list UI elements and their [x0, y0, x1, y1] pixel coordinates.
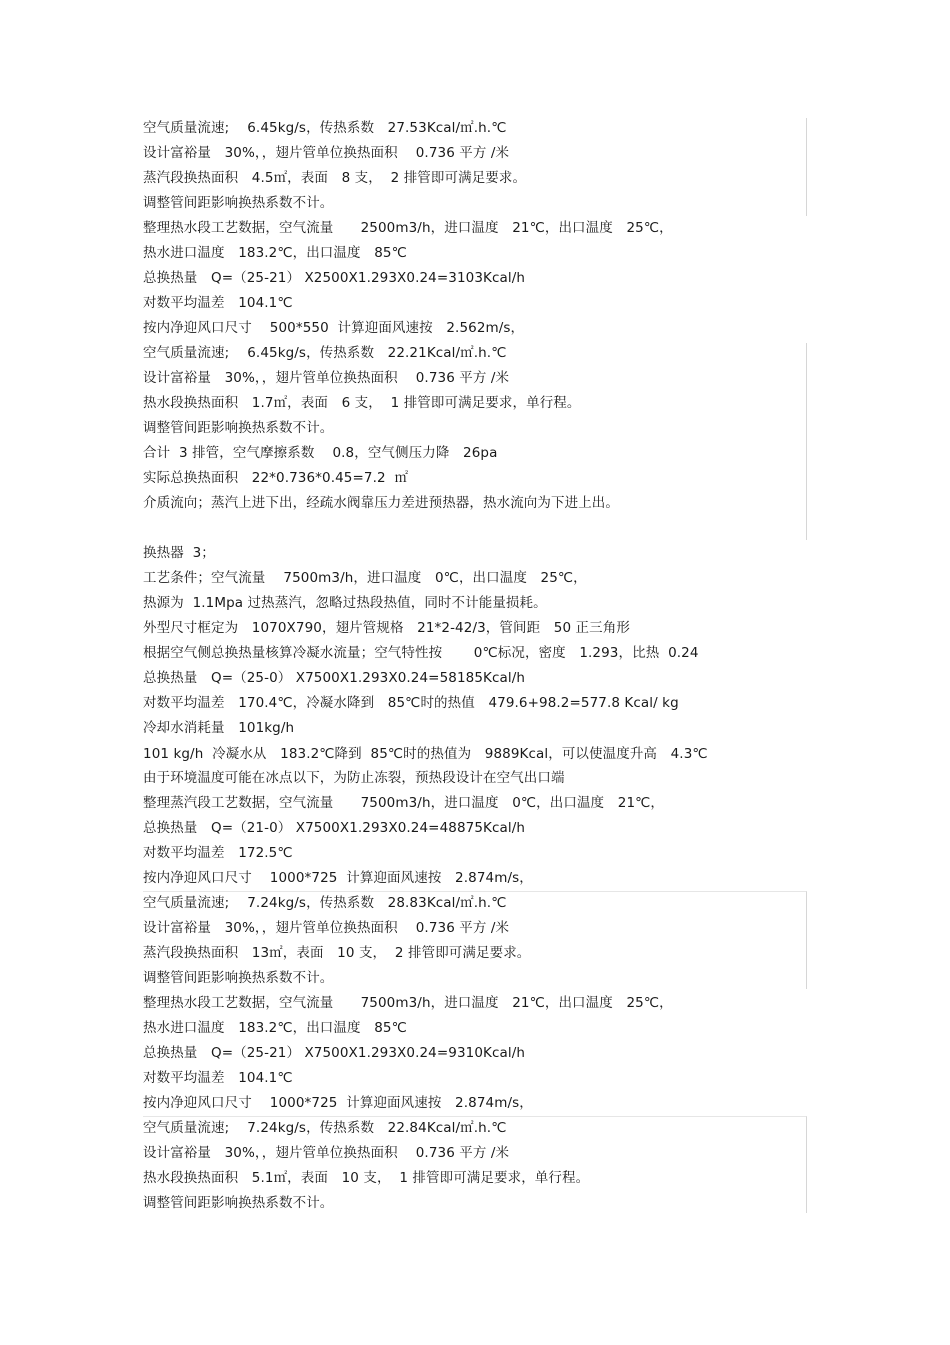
text-line: 热水进口温度 183.2℃，出口温度 85℃ — [143, 1020, 407, 1036]
text-line: 空气质量流速; 7.24kg/s，传热系数 22.84Kcal/㎡.h.℃ — [143, 1120, 507, 1136]
text-line: 合计 3 排管，空气摩擦系数 0.8，空气侧压力降 26pa — [143, 445, 498, 461]
text-line: 空气质量流速; 7.24kg/s，传热系数 28.83Kcal/㎡.h.℃ — [143, 895, 507, 911]
text-line: 整理热水段工艺数据，空气流量 7500m3/h，进口温度 21℃，出口温度 25℃， — [143, 995, 673, 1011]
text-line: 冷却水消耗量 101kg/h — [143, 720, 295, 736]
text-line: 热水段换热面积 1.7㎡，表面 6 支， 1 排管即可满足要求，单行程。 — [143, 395, 581, 411]
text-line: 总换热量 Q=（25-21） X7500X1.293X0.24=9310Kcal/h — [143, 1045, 526, 1061]
text-line: 对数平均温差 104.1℃ — [143, 295, 293, 311]
text-line: 整理蒸汽段工艺数据，空气流量 7500m3/h，进口温度 0℃，出口温度 21℃， — [143, 795, 664, 811]
text-line: 按内净迎风口尺寸 1000*725 计算迎面风速按 2.874m/s， — [143, 1095, 533, 1111]
text-line: 101 kg/h 冷凝水从 183.2℃降到 85℃时的热值为 9889Kcal，可以使温度升高 4.3℃ — [143, 746, 708, 762]
text-line: 设计富裕量 30%，，翅片管单位换热面积 0.736 平方 /米 — [143, 145, 510, 161]
text-line: 对数平均温差 172.5℃ — [143, 845, 293, 861]
text-line: 蒸汽段换热面积 13㎡，表面 10 支， 2 排管即可满足要求。 — [143, 945, 531, 961]
text-line: 蒸汽段换热面积 4.5㎡，表面 8 支， 2 排管即可满足要求。 — [143, 170, 527, 186]
text-line: 对数平均温差 170.4℃，冷凝水降到 85℃时的热值 479.6+98.2=577.8 Kcal/ kg — [143, 695, 679, 711]
text-line: 设计富裕量 30%，，翅片管单位换热面积 0.736 平方 /米 — [143, 1145, 510, 1161]
text-line: 根据空气侧总换热量核算冷凝水流量；空气特性按 0℃标况，密度 1.293，比热 0.24 — [143, 645, 699, 661]
text-line: 调整管间距影响换热系数不计。 — [143, 420, 334, 436]
text-line: 调整管间距影响换热系数不计。 — [143, 1195, 334, 1211]
text-line: 实际总换热面积 22*0.736*0.45=7.2 ㎡ — [143, 470, 409, 486]
text-line: 热水段换热面积 5.1㎡，表面 10 支， 1 排管即可满足要求，单行程。 — [143, 1170, 590, 1186]
text-line: 对数平均温差 104.1℃ — [143, 1070, 293, 1086]
text-line: 工艺条件；空气流量 7500m3/h，进口温度 0℃，出口温度 25℃， — [143, 570, 587, 586]
text-line: 按内净迎风口尺寸 500*550 计算迎面风速按 2.562m/s， — [143, 320, 525, 336]
text-line: 空气质量流速; 6.45kg/s，传热系数 27.53Kcal/㎡.h.℃ — [143, 120, 507, 136]
text-line: 热源为 1.1Mpa 过热蒸汽，忽略过热段热值，同时不计能量损耗。 — [143, 595, 547, 611]
text-line: 介质流向；蒸汽上进下出，经疏水阀靠压力差进预热器，热水流向为下进上出。 — [143, 495, 619, 511]
text-line: 空气质量流速; 6.45kg/s，传热系数 22.21Kcal/㎡.h.℃ — [143, 345, 507, 361]
text-line: 整理热水段工艺数据，空气流量 2500m3/h，进口温度 21℃，出口温度 25℃， — [143, 220, 673, 236]
text-line: 总换热量 Q=（21-0） X7500X1.293X0.24=48875Kcal/h — [143, 820, 526, 836]
text-line: 设计富裕量 30%，，翅片管单位换热面积 0.736 平方 /米 — [143, 920, 510, 936]
text-line: 总换热量 Q=（25-21） X2500X1.293X0.24=3103Kcal/h — [143, 270, 526, 286]
text-line: 总换热量 Q=（25-0） X7500X1.293X0.24=58185Kcal/h — [143, 670, 526, 686]
text-line: 热水进口温度 183.2℃，出口温度 85℃ — [143, 245, 407, 261]
text-line: 按内净迎风口尺寸 1000*725 计算迎面风速按 2.874m/s， — [143, 870, 533, 886]
text-line: 调整管间距影响换热系数不计。 — [143, 970, 334, 986]
text-line: 由于环境温度可能在冰点以下，为防止冻裂，预热段设计在空气出口端 — [143, 770, 565, 786]
section-heading: 换热器 3； — [143, 545, 215, 561]
text-line: 调整管间距影响换热系数不计。 — [143, 195, 334, 211]
text-line: 设计富裕量 30%，，翅片管单位换热面积 0.736 平方 /米 — [143, 370, 510, 386]
text-line: 外型尺寸框定为 1070X790，翅片管规格 21*2-42/3，管间距 50 正三角形 — [143, 620, 630, 636]
